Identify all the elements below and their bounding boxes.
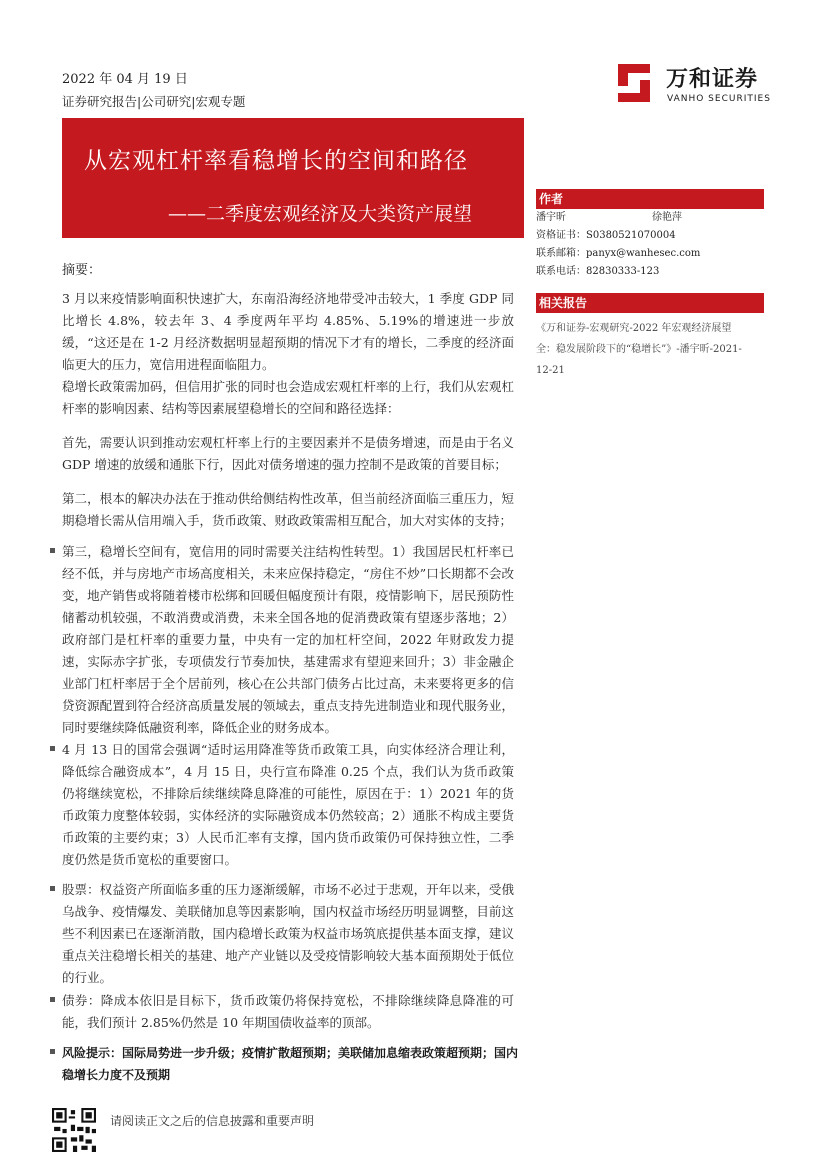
abstract-paragraph: 债券：降成本依旧是目标下，货币政策仍将保持宽松，不排除继续降息降准的可能，我们预计 2.85%仍然是 10 年期国债收益率的顶部。 [62, 993, 514, 1030]
author-section [536, 189, 764, 281]
report-category: 证券研究报告|公司研究|宏观专题 [62, 94, 246, 109]
report-subtitle: ——二季度宏观经济及大类资产展望 [168, 203, 473, 225]
abstract-title: 摘要： [62, 263, 102, 278]
author-name: 潘宇昕 [536, 212, 566, 223]
company-logo [612, 60, 782, 110]
logo-name-en: VANHO SECURITIES [667, 94, 771, 104]
related-line: 12-21 [536, 365, 565, 376]
qr-code-icon [52, 1108, 96, 1152]
logo-mark-icon [612, 60, 656, 106]
related-report-link[interactable] [536, 313, 764, 381]
abstract-paragraph: 3 月以来疫情影响面积快速扩大，东南沿海经济地带受冲击较大，1 季度 GDP 同比增长 4.8%，较去年 3、4 季度两年平均 4.85%、5.19%的增速进一步放缓，“这还是在 1-2 月经济数据明显超预期的情况下才有的增长，二季度的经济面临更大的压力，宽信用进程面临阻力。 [62, 291, 514, 372]
author-email: 联系邮箱：panyx@wanhesec.com [536, 248, 701, 259]
author-name: 徐艳萍 [652, 212, 682, 223]
abstract-paragraph: 首先，需要认识到推动宏观杠杆率上行的主要因素并不是债务增速，而是由于名义 GDP 增速的放缓和通胀下行，因此对债务增速的强力控制不是政策的首要目标； [62, 435, 514, 472]
bullet-marker [50, 1049, 55, 1054]
abstract-paragraph: 第二，根本的解决办法在于推动供给侧结构性改革，但当前经济面临三重压力，短期稳增长需从信用端入手，货币政策、财政政策需相互配合，加大对实体的支持； [62, 491, 514, 528]
abstract-paragraph: 4 月 13 日的国常会强调“适时运用降准等货币政策工具，向实体经济合理让利，降低综合融资成本”，4 月 15 日，央行宣布降准 0.25 个点，我们认为货币政策仍将继续宽松，不排除后续继续降息降准的可能性，原因在于：1）2021 年的货币政策力度整体较弱，实体经济的实际融资成本仍然较高；2）通胀不构成主要货币政策的主要约束；3）人民币汇率有支撑，国内货币政策仍可保持独立性，二季度仍然是货币宽松的重要窗口。 [62, 742, 514, 867]
author-phone: 联系电话：82830333-123 [536, 266, 660, 277]
footer-disclaimer: 请阅读正文之后的信息披露和重要声明 [110, 1114, 315, 1128]
report-date: 2022 年 04 月 19 日 [62, 72, 188, 87]
risk-warning: 风险提示：国际局势进一步升级；疫情扩散超预期；美联储加息缩表政策超预期；国内稳增长力度不及预期 [62, 1046, 519, 1082]
related-reports-section [536, 293, 764, 381]
bullet-marker [50, 548, 55, 553]
author-names [536, 209, 764, 227]
author-cert: 资格证书：S0380521070004 [536, 230, 676, 241]
abstract-paragraph: 第三，稳增长空间有，宽信用的同时需要关注结构性转型。1）我国居民杠杆率已经不低，并与房地产市场高度相关，未来应保持稳定，“房住不炒”口长期都不会改变，地产销售或将随着楼市松绑和回暖但幅度预计有限，疫情影响下，居民预防性储蓄动机较强，不敢消费或消费，未来全国各地的促消费政策有望逐步落地；2）政府部门是杠杆率的重要力量，中央有一定的加杠杆空间，2022 年财政发力提速，实际赤字扩张，专项债发行节奏加快，基建需求有望迎来回升；3）非金融企业部门杠杆率居于全个居前列，核心在公共部门债务占比过高，未来要将更多的信贷资源配置到符合经济高质量发展的领域去，重点支持先进制造业和现代服务业，同时要继续降低融资利率，降低企业的财务成本。 [62, 544, 514, 735]
abstract-paragraph: 股票：权益资产所面临多重的压力逐渐缓解，市场不必过于悲观，开年以来，受俄乌战争、疫情爆发、美联储加息等因素影响，国内权益市场经历明显调整，目前这些不利因素已在逐渐消散，国内稳增长政策为权益市场筑底提供基本面支撑，建议重点关注稳增长相关的基建、地产产业链以及受疫情影响较大基本面预期处于低位的行业。 [62, 882, 514, 985]
bullet-marker [50, 746, 55, 751]
related-heading: 相关报告 [536, 293, 764, 313]
bullet-marker [50, 886, 55, 891]
bullet-marker [50, 997, 55, 1002]
report-title: 从宏观杠杆率看稳增长的空间和路径 [84, 148, 468, 174]
related-line: 《万和证券-宏观研究-2022 年宏观经济展望 [536, 323, 732, 334]
related-line: 全：稳发展阶段下的“稳增长”》-潘宇昕-2021- [536, 344, 742, 355]
author-heading: 作者 [536, 189, 764, 209]
abstract-paragraph: 稳增长政策需加码，但信用扩张的同时也会造成宏观杠杆率的上行，我们从宏观杠杆率的影响因素、结构等因素展望稳增长的空间和路径选择： [62, 379, 514, 416]
logo-name-cn: 万和证券 [666, 67, 759, 92]
